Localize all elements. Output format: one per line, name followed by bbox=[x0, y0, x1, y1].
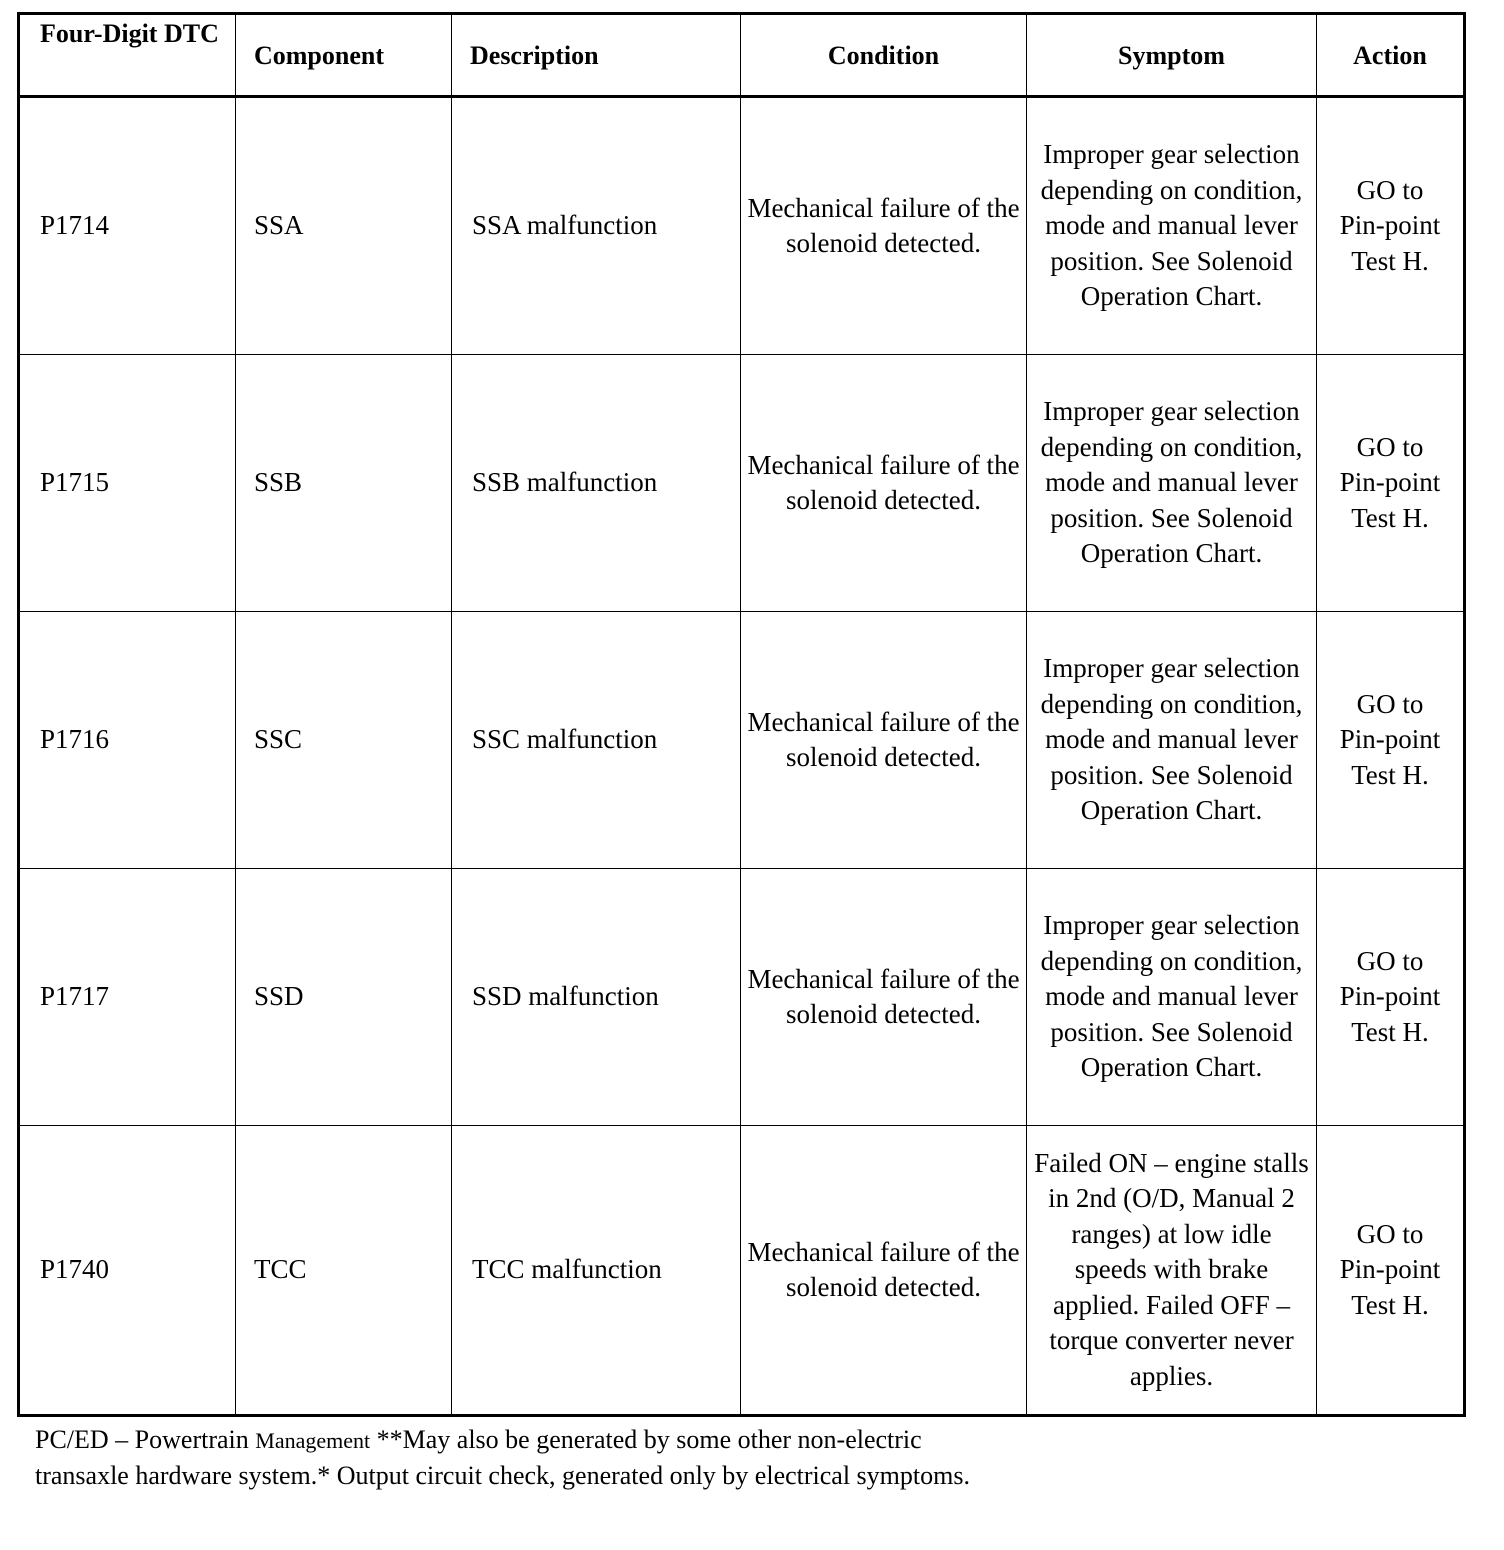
symptom-cell: Improper gear selection depending on condition, mode and manual lever position. See Solenoid Operation Chart. bbox=[1027, 612, 1317, 869]
description-cell: SSD malfunction bbox=[452, 869, 741, 1126]
action-cell: GO to Pin-point Test H. bbox=[1317, 97, 1465, 355]
component-cell: SSC bbox=[236, 612, 452, 869]
symptom-cell: Improper gear selection depending on condition, mode and manual lever position. See Solenoid Operation Chart. bbox=[1027, 355, 1317, 612]
condition-cell: Mechanical failure of the solenoid detected. bbox=[741, 1126, 1027, 1416]
table-row bbox=[19, 97, 1465, 355]
condition-cell: Mechanical failure of the solenoid detected. bbox=[741, 869, 1027, 1126]
dtc-table bbox=[17, 12, 1466, 1417]
dtc-code: P1715 bbox=[19, 355, 236, 612]
footnote bbox=[35, 1422, 1335, 1493]
footnote-part-2: Management bbox=[255, 1428, 371, 1453]
header-description: Description bbox=[452, 14, 741, 97]
footnote-part-1: PC/ED – Powertrain bbox=[35, 1425, 256, 1454]
table-row bbox=[19, 355, 1465, 612]
table-row bbox=[19, 869, 1465, 1126]
action-cell: GO to Pin-point Test H. bbox=[1317, 355, 1465, 612]
component-cell: SSD bbox=[236, 869, 452, 1126]
component-cell: SSA bbox=[236, 97, 452, 355]
table-row bbox=[19, 1126, 1465, 1416]
header-symptom: Symptom bbox=[1027, 14, 1317, 97]
action-cell: GO to Pin-point Test H. bbox=[1317, 869, 1465, 1126]
description-cell: SSB malfunction bbox=[452, 355, 741, 612]
action-cell: GO to Pin-point Test H. bbox=[1317, 1126, 1465, 1416]
action-cell: GO to Pin-point Test H. bbox=[1317, 612, 1465, 869]
table-row bbox=[19, 612, 1465, 869]
condition-cell: Mechanical failure of the solenoid detected. bbox=[741, 97, 1027, 355]
dtc-code: P1717 bbox=[19, 869, 236, 1126]
description-cell: SSA malfunction bbox=[452, 97, 741, 355]
header-dtc: Four-Digit DTC bbox=[19, 14, 236, 97]
description-cell: SSC malfunction bbox=[452, 612, 741, 869]
header-component: Component bbox=[236, 14, 452, 97]
condition-cell: Mechanical failure of the solenoid detected. bbox=[741, 355, 1027, 612]
footnote-part-3: **May also be generated by some other non-electric bbox=[370, 1425, 922, 1454]
description-cell: TCC malfunction bbox=[452, 1126, 741, 1416]
symptom-cell: Failed ON – engine stalls in 2nd (O/D, Manual 2 ranges) at low idle speeds with brake applied. Failed OFF – torque converter never applies. bbox=[1027, 1126, 1317, 1416]
header-action: Action bbox=[1317, 14, 1465, 97]
component-cell: SSB bbox=[236, 355, 452, 612]
dtc-code: P1740 bbox=[19, 1126, 236, 1416]
header-row bbox=[19, 14, 1465, 97]
condition-cell: Mechanical failure of the solenoid detected. bbox=[741, 612, 1027, 869]
footnote-line-2: transaxle hardware system.* Output circuit check, generated only by electrical symptoms. bbox=[35, 1461, 970, 1490]
component-cell: TCC bbox=[236, 1126, 452, 1416]
dtc-code: P1714 bbox=[19, 97, 236, 355]
dtc-code: P1716 bbox=[19, 612, 236, 869]
symptom-cell: Improper gear selection depending on condition, mode and manual lever position. See Solenoid Operation Chart. bbox=[1027, 97, 1317, 355]
symptom-cell: Improper gear selection depending on condition, mode and manual lever position. See Solenoid Operation Chart. bbox=[1027, 869, 1317, 1126]
header-condition: Condition bbox=[741, 14, 1027, 97]
